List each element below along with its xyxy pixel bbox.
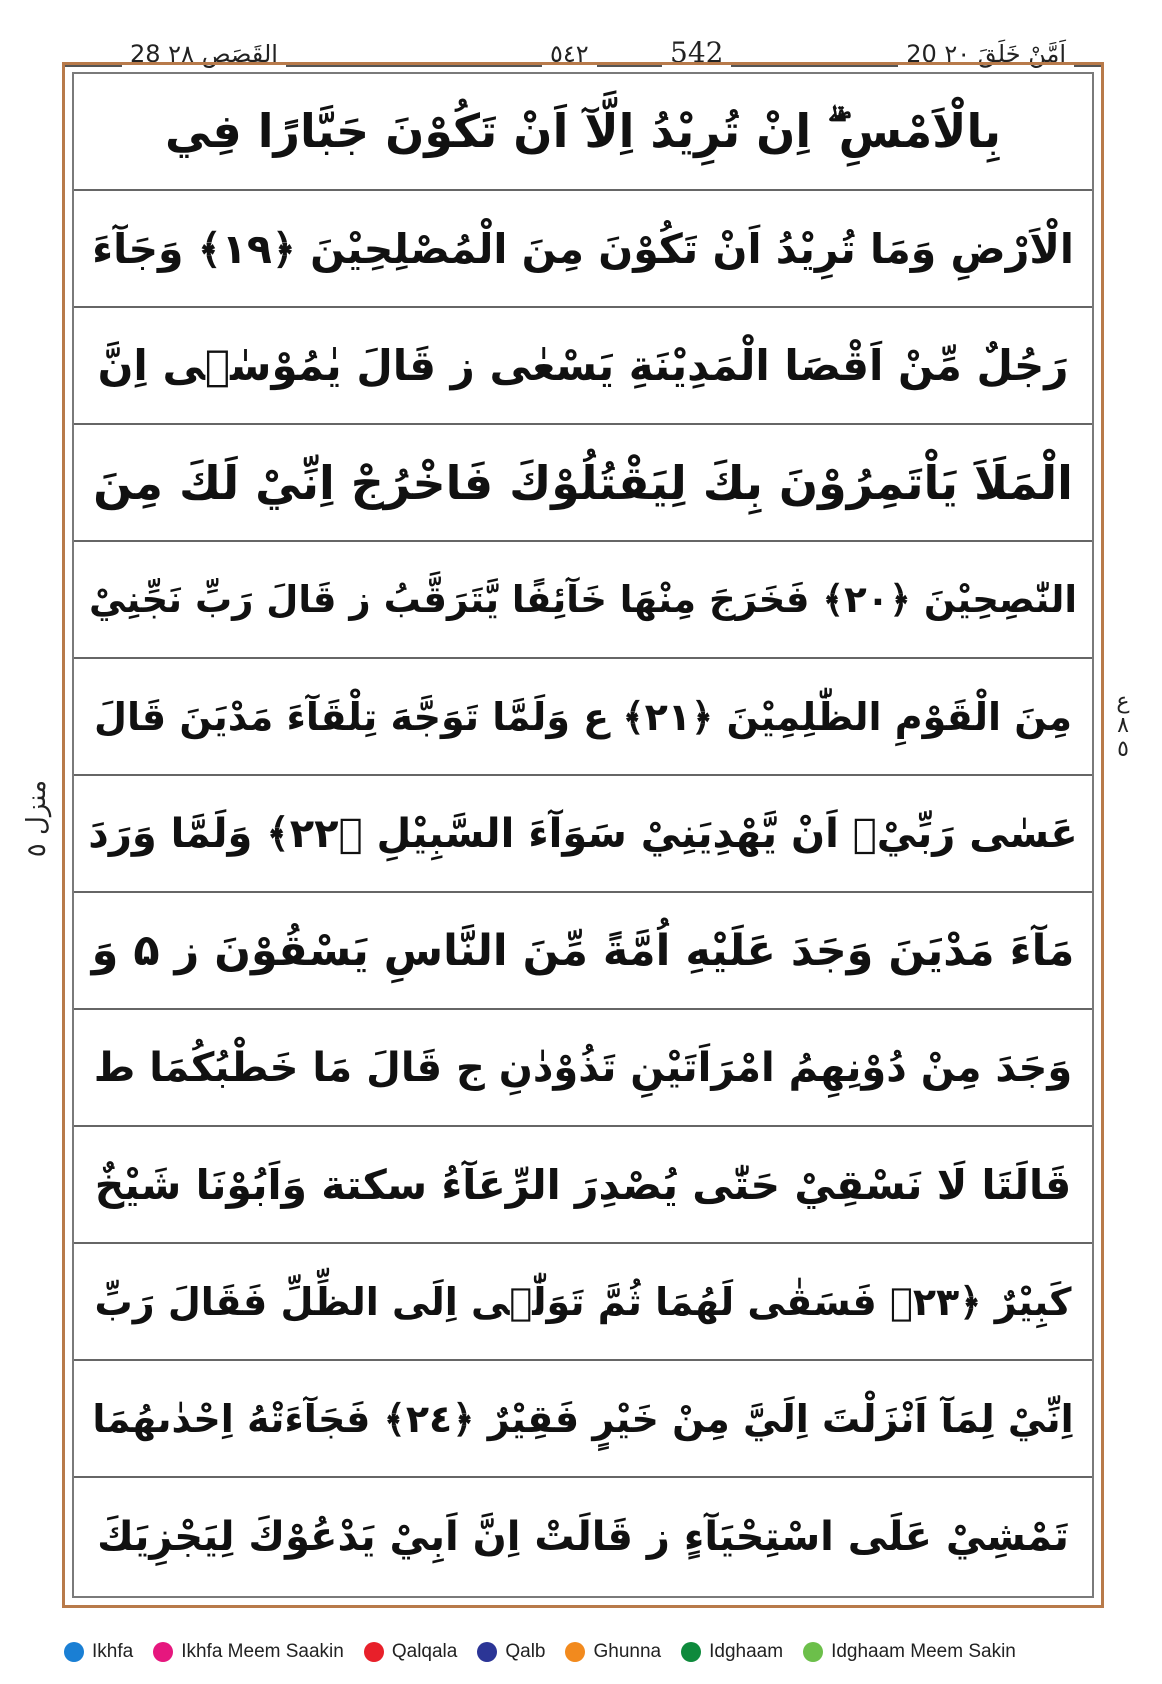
line-text: مَآءَ مَدْيَنَ وَجَدَ عَلَيْهِ اُمَّةً مِّنَ النَّاسِ يَسْقُوْنَ ز ۵ وَ <box>91 925 1075 976</box>
legend-item-ghunna <box>565 1641 661 1663</box>
text-line <box>74 1478 1092 1596</box>
line-text: الْمَلَاَ يَاْتَمِرُوْنَ بِكَ لِيَقْتُلُوْكَ فَاخْرُجْ اِنِّيْ لَكَ مِنَ <box>93 455 1073 510</box>
text-line <box>74 1361 1092 1478</box>
legend-dot <box>477 1642 497 1662</box>
line-text: مِنَ الْقَوْمِ الظّٰلِمِيْنَ ﴿٢١﴾ ع وَلَمَّا تَوَجَّهَ تِلْقَآءَ مَدْيَنَ قَالَ <box>93 694 1073 739</box>
text-line <box>74 308 1092 425</box>
text-line <box>74 191 1092 308</box>
text-line <box>74 1244 1092 1361</box>
text-line <box>74 893 1092 1010</box>
legend-label: Idghaam Meem Sakin <box>831 1641 1016 1662</box>
line-text: النّٰصِحِيْنَ ﴿٢٠﴾ فَخَرَجَ مِنْهَا خَآئِفًا يَّتَرَقَّبُ ز قَالَ رَبِّ نَجِّنِيْ <box>88 578 1078 621</box>
line-text: قَالَتَا لَا نَسْقِيْ حَتّٰى يُصْدِرَ الرِّعَآءُ سكتة وَاَبُوْنَا شَيْخٌ <box>94 1160 1072 1209</box>
line-text: بِالْاَمْسِ ۖۗ اِنْ تُرِيْدُ اِلَّآ اَنْ تَكُوْنَ جَبَّارًا فِي <box>165 103 1001 158</box>
ruku-marker <box>1108 690 1138 762</box>
legend-label: Ikhfa <box>92 1641 134 1662</box>
line-text: وَجَدَ مِنْ دُوْنِهِمُ امْرَاَتَيْنِ تَذُوْدٰنِ ج قَالَ مَا خَطْبُكُمَا ط <box>93 1044 1073 1091</box>
legend-item-idghaam <box>681 1641 783 1663</box>
legend-label: Qalb <box>505 1641 546 1662</box>
legend-dot <box>565 1642 585 1662</box>
legend-item-ikhfa <box>64 1641 133 1663</box>
surah-name: 28 القَصَص ٢٨ <box>122 40 286 68</box>
quran-text-block <box>74 74 1092 1596</box>
legend-label: Ghunna <box>593 1641 662 1662</box>
line-text: رَجُلٌ مِّنْ اَقْصَا الْمَدِيْنَةِ يَسْعٰى ز قَالَ يٰمُوْسٰۤى اِنَّ <box>97 341 1069 390</box>
text-line <box>74 425 1092 542</box>
line-text: تَمْشِيْ عَلَى اسْتِحْيَآءٍ ز قَالَتْ اِنَّ اَبِيْ يَدْعُوْكَ لِيَجْزِيَكَ <box>97 1514 1069 1560</box>
legend-label: Qalqala <box>391 1641 458 1662</box>
legend-item-qalqala <box>364 1641 458 1663</box>
text-line <box>74 1127 1092 1244</box>
ruku-mark-2: ٨ <box>1117 713 1129 738</box>
text-line <box>74 542 1092 659</box>
juz-name: 20 اَمَّنْ خَلَقَ ٢٠ <box>898 40 1074 68</box>
legend-item-ikhfa-meem-saakin <box>153 1641 344 1663</box>
legend-dot <box>364 1642 384 1662</box>
page-number: 542 <box>662 36 731 69</box>
line-text: كَبِيْرٌ ﴿٢٣﴾ فَسَقٰى لَهُمَا ثُمَّ تَوَلّٰۤى اِلَى الظِّلِّ فَقَالَ رَبِّ <box>94 1279 1072 1324</box>
ruku-mark-1: ع <box>1116 689 1130 714</box>
legend-dot <box>153 1642 173 1662</box>
legend-item-idghaam-meem-sakin <box>803 1641 1016 1663</box>
legend-label: Ikhfa Meem Saakin <box>181 1641 344 1662</box>
legend-dot <box>681 1642 701 1662</box>
line-text: اِنِّيْ لِمَآ اَنْزَلْتَ اِلَيَّ مِنْ خَيْرٍ فَقِيْرٌ ﴿٢٤﴾ فَجَآءَتْهُ اِحْدٰىهُمَا <box>92 1396 1074 1441</box>
text-line <box>74 659 1092 776</box>
manzil-marker: منزل ٥ <box>22 780 52 858</box>
page-number-arabic: ٥٤٢ <box>542 40 597 68</box>
text-line <box>74 1010 1092 1127</box>
line-text: الْاَرْضِ وَمَا تُرِيْدُ اَنْ تَكُوْنَ مِنَ الْمُصْلِحِيْنَ ﴿١٩﴾ وَجَآءَ <box>92 224 1074 273</box>
legend-dot <box>64 1642 84 1662</box>
tajweed-legend <box>64 1636 1104 1668</box>
legend-item-qalb <box>477 1641 545 1663</box>
line-text: عَسٰى رَبِّيْۤ اَنْ يَّهْدِيَنِيْ سَوَآءَ السَّبِيْلِ ﴿٢٢﴾ وَلَمَّا وَرَدَ <box>88 810 1078 857</box>
ruku-mark-3: ٥ <box>1117 737 1129 762</box>
legend-dot <box>803 1642 823 1662</box>
text-line <box>74 776 1092 893</box>
text-line <box>74 74 1092 191</box>
legend-label: Idghaam <box>709 1641 784 1662</box>
